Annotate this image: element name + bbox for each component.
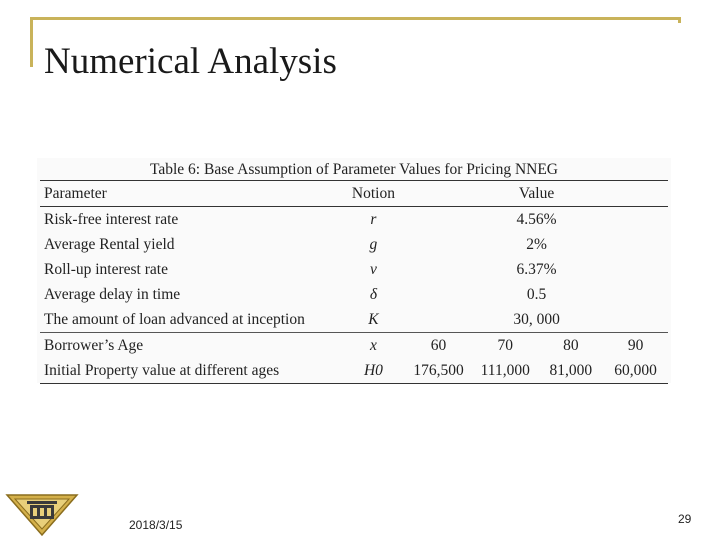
property-value: 81,000 (549, 361, 593, 379)
row-value: 30, 000 (513, 310, 560, 328)
row-notion: g (369, 235, 378, 253)
header-notion: Notion (351, 184, 395, 202)
header-value: Value (518, 184, 555, 202)
notion-h0: H0 (363, 361, 383, 379)
table-caption: Table 6: Base Assumption of Parameter Values for Pricing NNEG (149, 161, 558, 178)
age-value: 80 (563, 336, 579, 354)
table-row (40, 257, 668, 282)
row-value: 2% (526, 235, 547, 253)
age-value: 90 (627, 336, 644, 354)
slide-title: Numerical Analysis (44, 41, 337, 82)
table-row (40, 282, 668, 307)
table-row (40, 232, 668, 257)
age-value: 60 (430, 336, 447, 354)
table-row (40, 207, 668, 233)
row-notion: δ (369, 285, 378, 303)
row-parameter: Average Rental yield (44, 235, 175, 253)
row-notion (342, 358, 405, 384)
row-parameter: Initial Property value at different ages (44, 361, 280, 379)
parameter-table-image (37, 158, 671, 383)
property-value: 60,000 (614, 361, 657, 379)
frame-top-line (30, 17, 678, 20)
row-value: 6.37% (516, 260, 557, 278)
row-parameter: Roll-up interest rate (44, 260, 168, 278)
row-notion: K (368, 310, 379, 328)
parameter-table (40, 180, 668, 384)
table-row-age (40, 333, 668, 359)
table-row-property (40, 358, 668, 384)
row-parameter: Risk-free interest rate (44, 210, 179, 228)
row-value: 0.5 (526, 285, 547, 303)
frame-left-line (30, 17, 33, 67)
table-row (40, 307, 668, 333)
property-value: 111,000 (480, 361, 530, 379)
university-crest-icon (5, 493, 79, 537)
row-notion: ν (369, 260, 377, 278)
header-parameter: Parameter (44, 184, 107, 202)
row-parameter: Borrower’s Age (44, 336, 144, 354)
age-value: 70 (497, 336, 513, 354)
row-parameter: Average delay in time (44, 285, 181, 303)
table-header-row (40, 181, 668, 207)
row-value: 4.56% (516, 210, 557, 228)
row-notion: r (370, 210, 377, 228)
page-number: 29 (678, 512, 692, 526)
footer-date: 2018/3/15 (129, 518, 183, 532)
row-notion: x (369, 336, 377, 354)
frame-right-tick (678, 17, 681, 23)
property-value: 176,500 (413, 361, 464, 379)
row-parameter: The amount of loan advanced at inception (44, 310, 305, 328)
